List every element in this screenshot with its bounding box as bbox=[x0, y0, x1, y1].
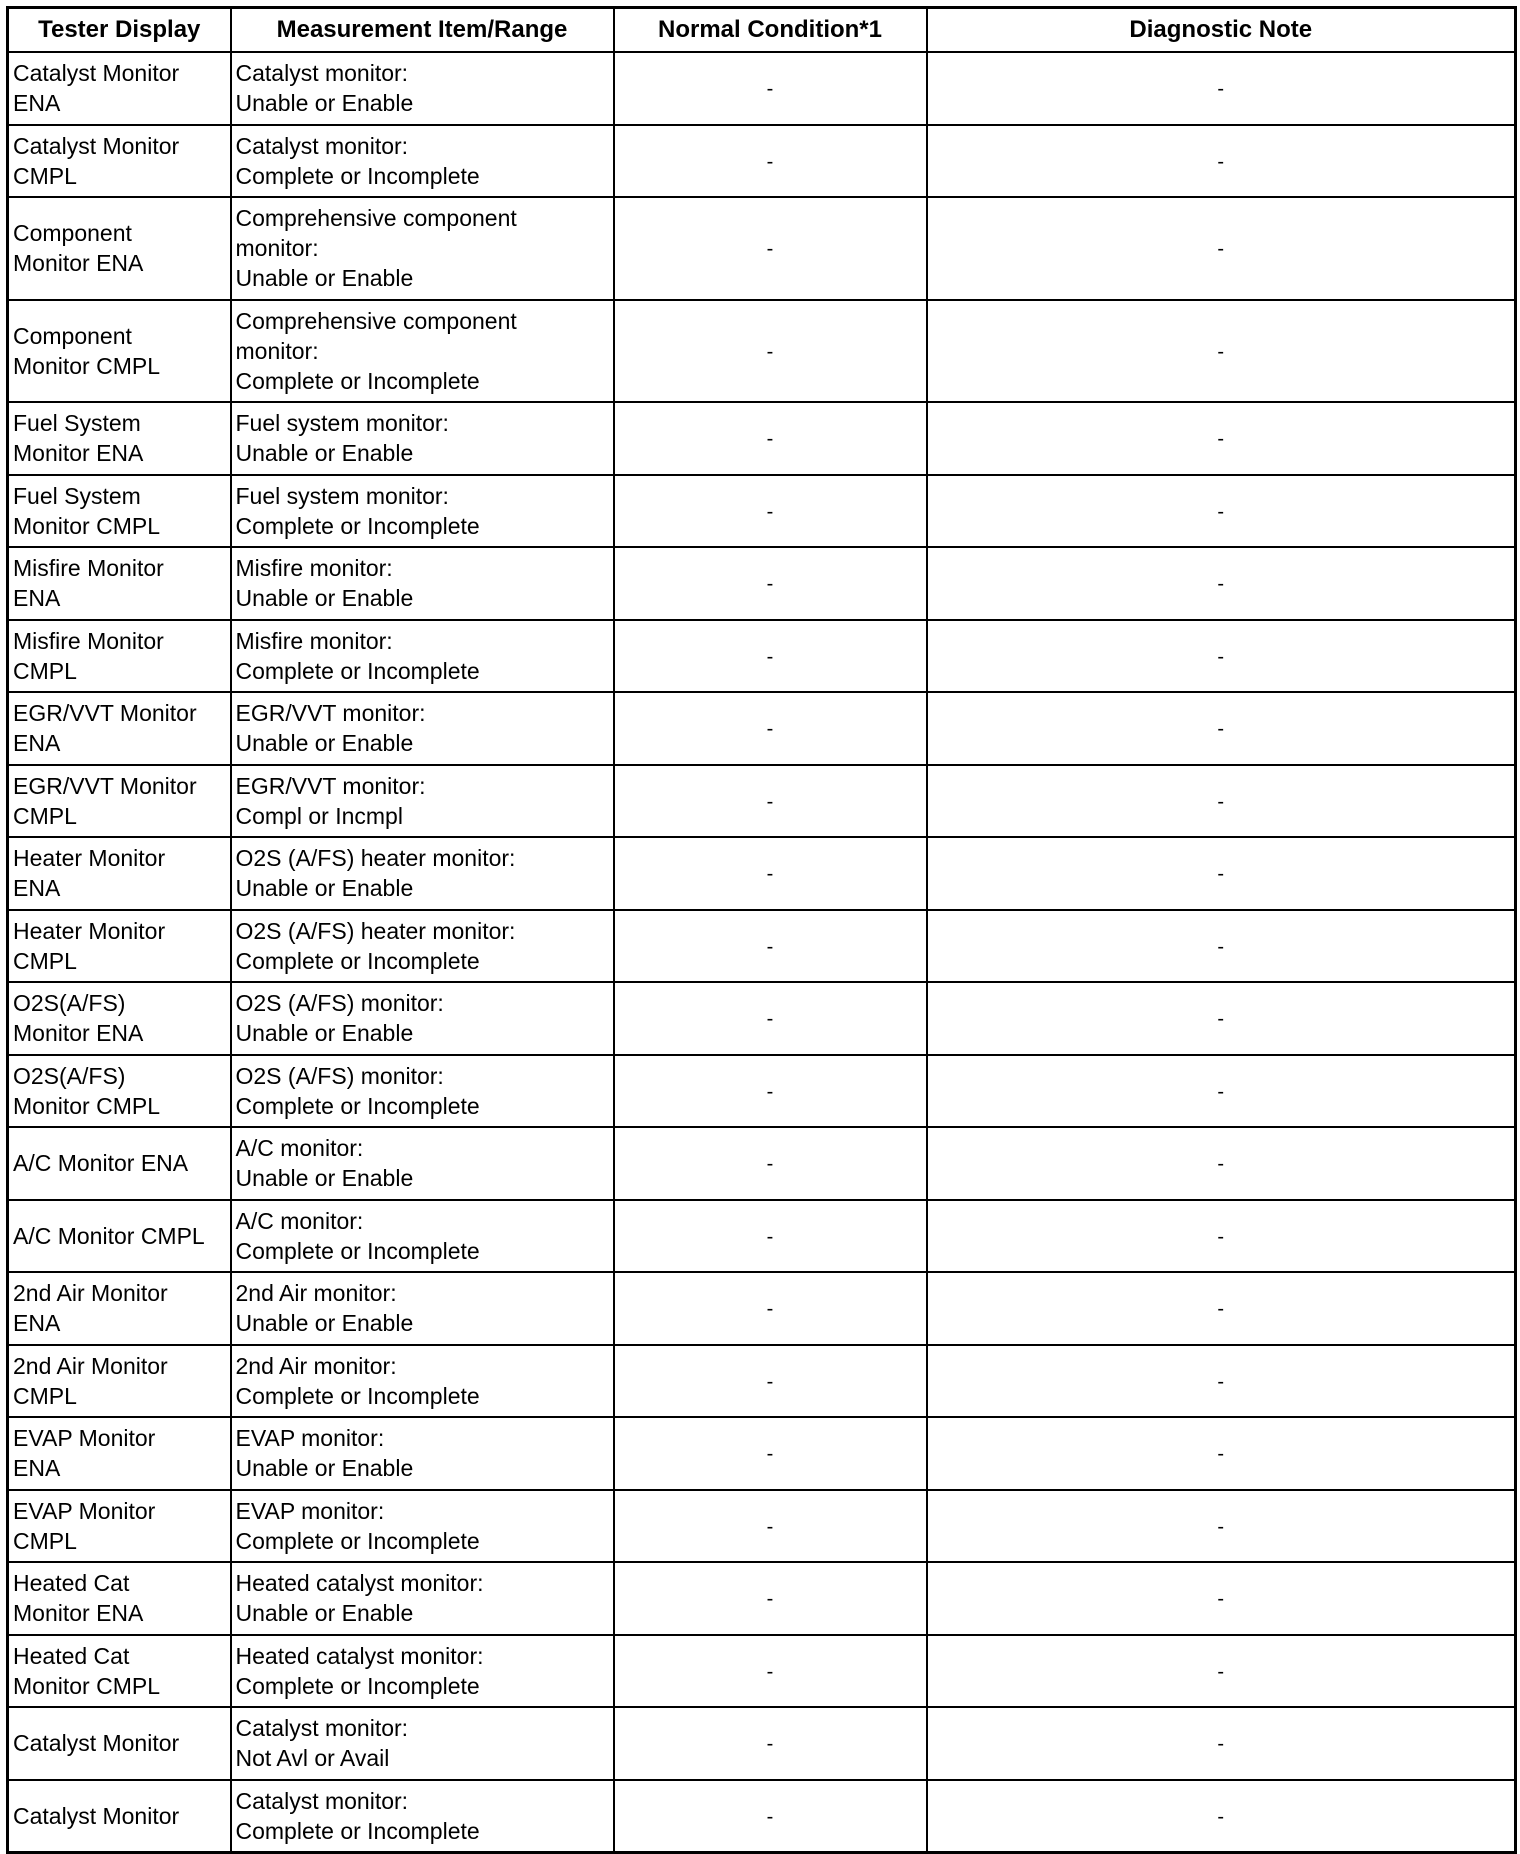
measurement-line: Complete or Incomplete bbox=[235, 1382, 480, 1409]
measurement-cell bbox=[231, 1055, 614, 1128]
measurement-cell bbox=[231, 197, 614, 300]
measurement-cell bbox=[231, 475, 614, 548]
tester-display-line: EVAP Monitor bbox=[13, 1497, 156, 1524]
measurement-cell bbox=[231, 1345, 614, 1418]
table-row bbox=[8, 620, 1516, 693]
measurement-line: 2nd Air monitor: bbox=[235, 1280, 397, 1307]
normal-condition-value: - bbox=[766, 238, 774, 261]
measurement-line: Comprehensive component bbox=[235, 205, 517, 232]
measurement-line: Catalyst monitor: bbox=[235, 1787, 409, 1814]
normal-condition-value: - bbox=[766, 150, 774, 173]
tester-display-line: Heater Monitor bbox=[13, 917, 166, 944]
measurement-line: monitor: bbox=[235, 337, 319, 364]
diagnostic-note-cell bbox=[927, 402, 1516, 475]
diagnostic-note-cell bbox=[927, 1200, 1516, 1273]
measurement-line: Heated catalyst monitor: bbox=[235, 1642, 484, 1669]
normal-condition-cell bbox=[614, 1780, 927, 1853]
normal-condition-value: - bbox=[766, 1225, 774, 1248]
measurement-line: EVAP monitor: bbox=[235, 1497, 385, 1524]
normal-condition-cell bbox=[614, 1707, 927, 1780]
tester-display-cell bbox=[8, 1272, 231, 1345]
tester-display-line: Catalyst Monitor bbox=[13, 1802, 180, 1829]
table-row bbox=[8, 475, 1516, 548]
measurement-cell bbox=[231, 52, 614, 125]
measurement-line: A/C monitor: bbox=[235, 1207, 364, 1234]
diagnostic-note-value: - bbox=[1217, 150, 1225, 173]
tester-display-line: CMPL bbox=[13, 162, 77, 189]
normal-condition-cell bbox=[614, 910, 927, 983]
tester-display-line: Component bbox=[13, 322, 132, 349]
tester-display-line: Monitor CMPL bbox=[13, 352, 160, 379]
measurement-cell bbox=[231, 1127, 614, 1200]
diagnostic-note-cell bbox=[927, 1635, 1516, 1708]
table-row bbox=[8, 837, 1516, 910]
measurement-line: Complete or Incomplete bbox=[235, 162, 480, 189]
measurement-line: Unable or Enable bbox=[235, 440, 414, 467]
measurement-line: Unable or Enable bbox=[235, 730, 414, 757]
tester-display-cell bbox=[8, 1200, 231, 1273]
diagnostic-note-value: - bbox=[1217, 238, 1225, 261]
measurement-cell bbox=[231, 910, 614, 983]
normal-condition-value: - bbox=[766, 645, 774, 668]
measurement-line: Complete or Incomplete bbox=[235, 1092, 480, 1119]
normal-condition-value: - bbox=[766, 1153, 774, 1176]
header-diagnostic-note: Diagnostic Note bbox=[927, 8, 1516, 53]
normal-condition-value: - bbox=[766, 935, 774, 958]
measurement-line: O2S (A/FS) monitor: bbox=[235, 990, 444, 1017]
tester-display-cell bbox=[8, 1490, 231, 1563]
tester-display-cell bbox=[8, 1780, 231, 1853]
measurement-line: Catalyst monitor: bbox=[235, 60, 409, 87]
table-row bbox=[8, 547, 1516, 620]
normal-condition-cell bbox=[614, 1272, 927, 1345]
table-row bbox=[8, 125, 1516, 198]
normal-condition-cell bbox=[614, 1562, 927, 1635]
diagnostic-note-value: - bbox=[1217, 863, 1225, 886]
diagnostic-note-value: - bbox=[1217, 1805, 1225, 1828]
tester-display-line: Heated Cat bbox=[13, 1642, 130, 1669]
diagnostic-note-cell bbox=[927, 547, 1516, 620]
normal-condition-cell bbox=[614, 765, 927, 838]
normal-condition-cell bbox=[614, 547, 927, 620]
normal-condition-value: - bbox=[766, 573, 774, 596]
normal-condition-value: - bbox=[766, 1080, 774, 1103]
tester-display-line: ENA bbox=[13, 875, 61, 902]
diagnostic-note-cell bbox=[927, 765, 1516, 838]
diagnostic-note-value: - bbox=[1217, 1153, 1225, 1176]
tester-display-cell bbox=[8, 300, 231, 403]
measurement-cell bbox=[231, 1635, 614, 1708]
diagnostic-note-value: - bbox=[1217, 1370, 1225, 1393]
measurement-line: Unable or Enable bbox=[235, 875, 414, 902]
diagnostic-note-cell bbox=[927, 1417, 1516, 1490]
measurement-line: EGR/VVT monitor: bbox=[235, 772, 426, 799]
measurement-line: Complete or Incomplete bbox=[235, 1672, 480, 1699]
measurement-line: Complete or Incomplete bbox=[235, 1817, 480, 1844]
normal-condition-value: - bbox=[766, 500, 774, 523]
tester-display-cell bbox=[8, 620, 231, 693]
normal-condition-value: - bbox=[766, 340, 774, 363]
diagnostic-note-cell bbox=[927, 982, 1516, 1055]
diagnostic-note-value: - bbox=[1217, 718, 1225, 741]
tester-display-line: ENA bbox=[13, 585, 61, 612]
normal-condition-value: - bbox=[766, 1515, 774, 1538]
diagnostic-note-cell bbox=[927, 1490, 1516, 1563]
diagnostic-note-value: - bbox=[1217, 1298, 1225, 1321]
tester-display-cell bbox=[8, 982, 231, 1055]
normal-condition-cell bbox=[614, 620, 927, 693]
tester-display-cell bbox=[8, 1417, 231, 1490]
tester-display-line: 2nd Air Monitor bbox=[13, 1352, 168, 1379]
diagnostic-note-cell bbox=[927, 300, 1516, 403]
tester-display-line: Monitor ENA bbox=[13, 1600, 144, 1627]
diagnostic-note-value: - bbox=[1217, 1515, 1225, 1538]
tester-display-line: Misfire Monitor bbox=[13, 627, 164, 654]
table-row bbox=[8, 982, 1516, 1055]
normal-condition-cell bbox=[614, 982, 927, 1055]
measurement-cell bbox=[231, 1780, 614, 1853]
normal-condition-cell bbox=[614, 300, 927, 403]
measurement-line: Complete or Incomplete bbox=[235, 1527, 480, 1554]
tester-display-line: A/C Monitor CMPL bbox=[13, 1222, 205, 1249]
tester-display-line: Component bbox=[13, 220, 132, 247]
measurement-line: Misfire monitor: bbox=[235, 627, 393, 654]
diagnostic-note-value: - bbox=[1217, 573, 1225, 596]
measurement-cell bbox=[231, 125, 614, 198]
tester-display-line: Heater Monitor bbox=[13, 845, 166, 872]
tester-display-line: EGR/VVT Monitor bbox=[13, 772, 197, 799]
measurement-line: EVAP monitor: bbox=[235, 1425, 385, 1452]
tester-display-cell bbox=[8, 1345, 231, 1418]
normal-condition-cell bbox=[614, 1055, 927, 1128]
tester-display-cell bbox=[8, 547, 231, 620]
tester-display-line: Monitor CMPL bbox=[13, 512, 160, 539]
normal-condition-cell bbox=[614, 837, 927, 910]
measurement-cell bbox=[231, 1417, 614, 1490]
tester-display-line: Catalyst Monitor bbox=[13, 132, 180, 159]
diagnostic-note-value: - bbox=[1217, 1080, 1225, 1103]
tester-display-line: CMPL bbox=[13, 1527, 77, 1554]
diagnostic-note-value: - bbox=[1217, 340, 1225, 363]
normal-condition-value: - bbox=[766, 1370, 774, 1393]
tester-display-line: 2nd Air Monitor bbox=[13, 1280, 168, 1307]
table-row bbox=[8, 52, 1516, 125]
diagnostic-note-cell bbox=[927, 475, 1516, 548]
table-body bbox=[8, 52, 1516, 1853]
measurement-line: Complete or Incomplete bbox=[235, 947, 480, 974]
diagnostic-note-value: - bbox=[1217, 645, 1225, 668]
measurement-line: Unable or Enable bbox=[235, 585, 414, 612]
tester-display-cell bbox=[8, 475, 231, 548]
diagnostic-note-value: - bbox=[1217, 1443, 1225, 1466]
normal-condition-value: - bbox=[766, 1588, 774, 1611]
normal-condition-value: - bbox=[766, 863, 774, 886]
measurement-cell bbox=[231, 1707, 614, 1780]
measurement-line: O2S (A/FS) heater monitor: bbox=[235, 917, 516, 944]
diagnostic-note-cell bbox=[927, 1562, 1516, 1635]
normal-condition-value: - bbox=[766, 428, 774, 451]
diagnostic-note-cell bbox=[927, 837, 1516, 910]
tester-display-cell bbox=[8, 52, 231, 125]
table-row bbox=[8, 402, 1516, 475]
measurement-line: Catalyst monitor: bbox=[235, 1715, 409, 1742]
monitor-status-table bbox=[6, 6, 1517, 1854]
normal-condition-cell bbox=[614, 52, 927, 125]
tester-display-line: ENA bbox=[13, 1310, 61, 1337]
diagnostic-note-cell bbox=[927, 1272, 1516, 1345]
measurement-line: O2S (A/FS) heater monitor: bbox=[235, 845, 516, 872]
table-row bbox=[8, 1635, 1516, 1708]
measurement-line: Complete or Incomplete bbox=[235, 1237, 480, 1264]
diagnostic-note-cell bbox=[927, 1707, 1516, 1780]
diagnostic-note-cell bbox=[927, 52, 1516, 125]
measurement-line: Complete or Incomplete bbox=[235, 657, 480, 684]
measurement-cell bbox=[231, 692, 614, 765]
tester-display-line: CMPL bbox=[13, 1382, 77, 1409]
measurement-line: Heated catalyst monitor: bbox=[235, 1570, 484, 1597]
normal-condition-cell bbox=[614, 692, 927, 765]
normal-condition-value: - bbox=[766, 1805, 774, 1828]
tester-display-cell bbox=[8, 910, 231, 983]
measurement-line: Complete or Incomplete bbox=[235, 512, 480, 539]
tester-display-line: Monitor ENA bbox=[13, 250, 144, 277]
tester-display-line: O2S(A/FS) bbox=[13, 990, 126, 1017]
diagnostic-note-cell bbox=[927, 692, 1516, 765]
table-row bbox=[8, 1780, 1516, 1853]
tester-display-cell bbox=[8, 1707, 231, 1780]
measurement-cell bbox=[231, 300, 614, 403]
header-row bbox=[8, 8, 1516, 53]
table-row bbox=[8, 1055, 1516, 1128]
tester-display-line: EVAP Monitor bbox=[13, 1425, 156, 1452]
table-row bbox=[8, 1127, 1516, 1200]
measurement-line: Unable or Enable bbox=[235, 1020, 414, 1047]
diagnostic-note-cell bbox=[927, 1055, 1516, 1128]
measurement-cell bbox=[231, 837, 614, 910]
diagnostic-note-cell bbox=[927, 1127, 1516, 1200]
header-tester-display: Tester Display bbox=[8, 8, 231, 53]
measurement-cell bbox=[231, 402, 614, 475]
normal-condition-value: - bbox=[766, 718, 774, 741]
table-row bbox=[8, 765, 1516, 838]
measurement-line: Not Avl or Avail bbox=[235, 1745, 390, 1772]
tester-display-line: Catalyst Monitor bbox=[13, 60, 180, 87]
diagnostic-note-value: - bbox=[1217, 428, 1225, 451]
measurement-line: Misfire monitor: bbox=[235, 555, 393, 582]
tester-display-cell bbox=[8, 837, 231, 910]
tester-display-line: CMPL bbox=[13, 802, 77, 829]
measurement-line: Unable or Enable bbox=[235, 1165, 414, 1192]
table-row bbox=[8, 1562, 1516, 1635]
diagnostic-note-value: - bbox=[1217, 1733, 1225, 1756]
normal-condition-value: - bbox=[766, 1733, 774, 1756]
diagnostic-note-cell bbox=[927, 197, 1516, 300]
normal-condition-cell bbox=[614, 1345, 927, 1418]
tester-display-line: Monitor CMPL bbox=[13, 1092, 160, 1119]
normal-condition-cell bbox=[614, 1127, 927, 1200]
measurement-line: Unable or Enable bbox=[235, 265, 414, 292]
diagnostic-note-value: - bbox=[1217, 1225, 1225, 1248]
normal-condition-value: - bbox=[766, 1298, 774, 1321]
tester-display-line: Monitor CMPL bbox=[13, 1672, 160, 1699]
tester-display-line: Fuel System bbox=[13, 410, 141, 437]
diagnostic-note-value: - bbox=[1217, 1660, 1225, 1683]
measurement-line: EGR/VVT monitor: bbox=[235, 700, 426, 727]
measurement-line: Complete or Incomplete bbox=[235, 367, 480, 394]
tester-display-line: ENA bbox=[13, 1455, 61, 1482]
normal-condition-value: - bbox=[766, 1660, 774, 1683]
diagnostic-note-cell bbox=[927, 910, 1516, 983]
tester-display-line: EGR/VVT Monitor bbox=[13, 700, 197, 727]
tester-display-line: ENA bbox=[13, 730, 61, 757]
normal-condition-cell bbox=[614, 1635, 927, 1708]
diagnostic-note-value: - bbox=[1217, 1588, 1225, 1611]
measurement-cell bbox=[231, 982, 614, 1055]
tester-display-line: ENA bbox=[13, 90, 61, 117]
tester-display-cell bbox=[8, 1562, 231, 1635]
diagnostic-note-cell bbox=[927, 125, 1516, 198]
normal-condition-cell bbox=[614, 197, 927, 300]
tester-display-cell bbox=[8, 125, 231, 198]
measurement-line: Comprehensive component bbox=[235, 307, 517, 334]
diagnostic-note-cell bbox=[927, 1345, 1516, 1418]
measurement-line: Unable or Enable bbox=[235, 1455, 414, 1482]
tester-display-line: Monitor ENA bbox=[13, 440, 144, 467]
diagnostic-note-value: - bbox=[1217, 935, 1225, 958]
header-measurement-item: Measurement Item/Range bbox=[231, 8, 614, 53]
tester-display-cell bbox=[8, 692, 231, 765]
table-row bbox=[8, 1200, 1516, 1273]
normal-condition-cell bbox=[614, 475, 927, 548]
tester-display-line: Heated Cat bbox=[13, 1570, 130, 1597]
normal-condition-value: - bbox=[766, 790, 774, 813]
table-row bbox=[8, 1490, 1516, 1563]
table-row bbox=[8, 1707, 1516, 1780]
measurement-cell bbox=[231, 1490, 614, 1563]
data-list-sheet bbox=[6, 6, 1514, 1854]
diagnostic-note-value: - bbox=[1217, 1008, 1225, 1031]
header-normal-condition: Normal Condition*1 bbox=[614, 8, 927, 53]
measurement-line: Catalyst monitor: bbox=[235, 132, 409, 159]
normal-condition-value: - bbox=[766, 1008, 774, 1031]
diagnostic-note-value: - bbox=[1217, 790, 1225, 813]
tester-display-line: A/C Monitor ENA bbox=[13, 1150, 189, 1177]
tester-display-cell bbox=[8, 765, 231, 838]
measurement-line: O2S (A/FS) monitor: bbox=[235, 1062, 444, 1089]
measurement-line: monitor: bbox=[235, 235, 319, 262]
normal-condition-cell bbox=[614, 402, 927, 475]
normal-condition-value: - bbox=[766, 1443, 774, 1466]
table-row bbox=[8, 197, 1516, 300]
measurement-cell bbox=[231, 1562, 614, 1635]
table-row bbox=[8, 1272, 1516, 1345]
diagnostic-note-value: - bbox=[1217, 500, 1225, 523]
measurement-line: Fuel system monitor: bbox=[235, 482, 449, 509]
measurement-cell bbox=[231, 765, 614, 838]
tester-display-cell bbox=[8, 1055, 231, 1128]
measurement-cell bbox=[231, 1272, 614, 1345]
normal-condition-cell bbox=[614, 1490, 927, 1563]
diagnostic-note-value: - bbox=[1217, 78, 1225, 101]
measurement-cell bbox=[231, 547, 614, 620]
measurement-line: Unable or Enable bbox=[235, 1600, 414, 1627]
normal-condition-cell bbox=[614, 125, 927, 198]
tester-display-line: O2S(A/FS) bbox=[13, 1062, 126, 1089]
normal-condition-cell bbox=[614, 1200, 927, 1273]
tester-display-line: Fuel System bbox=[13, 482, 141, 509]
measurement-cell bbox=[231, 620, 614, 693]
measurement-line: Unable or Enable bbox=[235, 1310, 414, 1337]
tester-display-cell bbox=[8, 402, 231, 475]
table-row bbox=[8, 300, 1516, 403]
tester-display-line: Misfire Monitor bbox=[13, 555, 164, 582]
table-row bbox=[8, 1345, 1516, 1418]
measurement-line: Compl or Incmpl bbox=[235, 802, 403, 829]
tester-display-line: Catalyst Monitor bbox=[13, 1730, 180, 1757]
measurement-line: Unable or Enable bbox=[235, 90, 414, 117]
tester-display-cell bbox=[8, 1635, 231, 1708]
table-row bbox=[8, 692, 1516, 765]
measurement-line: Fuel system monitor: bbox=[235, 410, 449, 437]
diagnostic-note-cell bbox=[927, 620, 1516, 693]
measurement-line: A/C monitor: bbox=[235, 1135, 364, 1162]
normal-condition-cell bbox=[614, 1417, 927, 1490]
tester-display-cell bbox=[8, 197, 231, 300]
tester-display-line: CMPL bbox=[13, 657, 77, 684]
tester-display-line: Monitor ENA bbox=[13, 1020, 144, 1047]
normal-condition-value: - bbox=[766, 78, 774, 101]
measurement-cell bbox=[231, 1200, 614, 1273]
table-row bbox=[8, 1417, 1516, 1490]
tester-display-cell bbox=[8, 1127, 231, 1200]
measurement-line: 2nd Air monitor: bbox=[235, 1352, 397, 1379]
diagnostic-note-cell bbox=[927, 1780, 1516, 1853]
table-row bbox=[8, 910, 1516, 983]
tester-display-line: CMPL bbox=[13, 947, 77, 974]
